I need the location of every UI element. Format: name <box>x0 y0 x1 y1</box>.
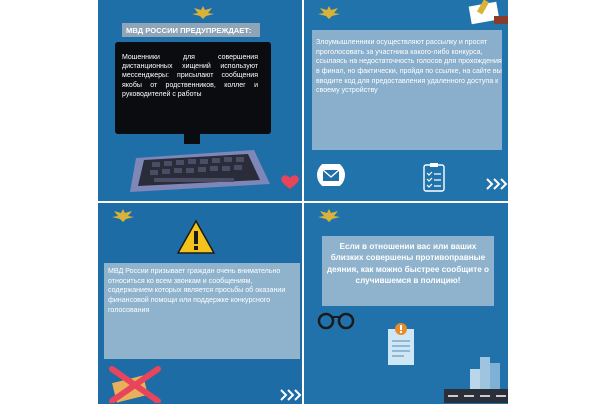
emblem-icon <box>316 4 342 20</box>
panel-report-police <box>304 203 508 404</box>
warning-triangle-icon <box>176 219 216 255</box>
chevrons-icon <box>486 178 508 190</box>
emblem-icon <box>316 207 342 223</box>
crossed-phone-icon <box>108 361 164 403</box>
handcuffs-icon <box>316 305 356 331</box>
heart-icon <box>280 174 300 190</box>
panel3-text: МВД России призывает граждан очень внимательно относиться ко всем звонкам и сообщениям, содержанием которых является просьбы об оказании финансовой помощи или поддержке конкурсного голосования <box>108 267 286 314</box>
mail-icon <box>316 164 346 186</box>
clipboard-icon <box>422 162 446 192</box>
emblem-icon <box>110 207 136 223</box>
panel-fake-voting <box>304 0 508 201</box>
panel1-text: Мошенники для совершения дистанционных хищений используют мессенджеры: присылают сообщения якобы от родственников, коллег и руководителей с работы <box>122 54 258 98</box>
chevrons-icon <box>280 389 302 401</box>
report-document-icon <box>386 321 416 367</box>
ballot-paper-icon <box>464 0 508 26</box>
city-buildings-icon <box>444 353 508 403</box>
keyboard-icon <box>122 140 278 200</box>
infographic-grid <box>98 0 508 403</box>
panel-mvd-appeal <box>98 203 302 404</box>
panel-warning-messengers <box>98 0 302 201</box>
panel4-text: Если в отношении вас или ваших близких совершены противоправные деяния, как можно быстрее сообщите о случившемся в полицию! <box>326 242 490 285</box>
emblem-icon <box>190 4 216 20</box>
panel2-text: Злоумышленники осуществляют рассылку и просят проголосовать за участника какого-либо конкурса, ссылаясь на недостаточность голосов для прохождения в финал, но фактически, пройдя по ссылке, на сайте вы вводите код для предоставления удаленного доступа к своему устройству <box>316 38 502 95</box>
warning-header: МВД РОССИИ ПРЕДУПРЕЖДАЕТ: <box>122 23 260 37</box>
